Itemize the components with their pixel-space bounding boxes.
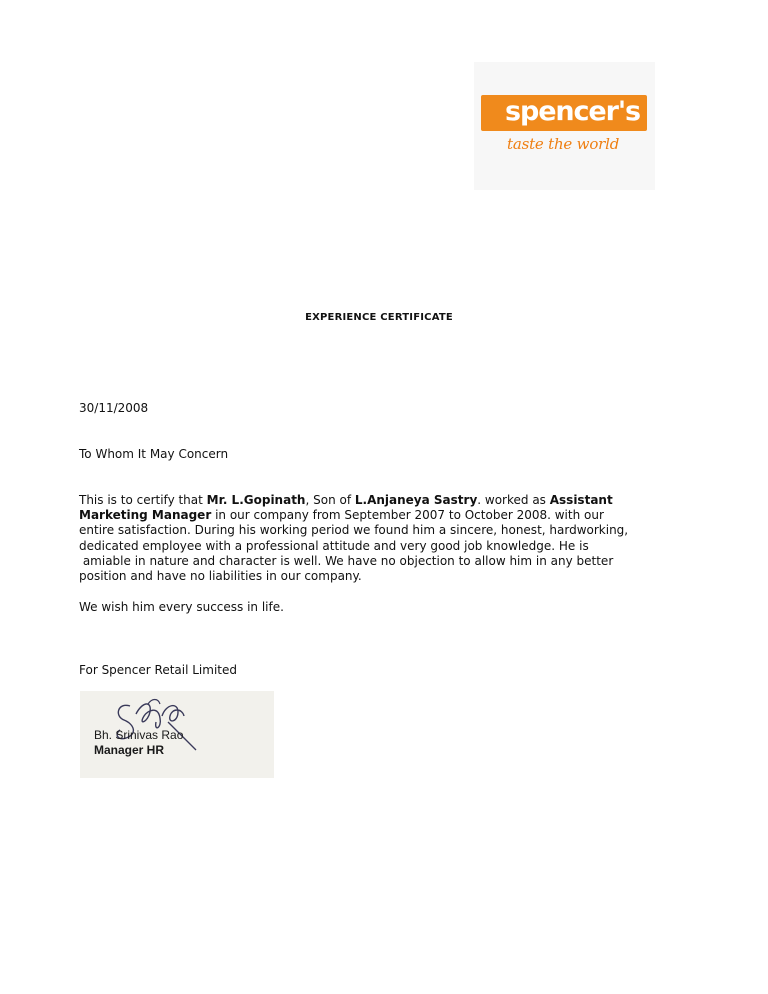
company-line: For Spencer Retail Limited [79, 663, 237, 677]
logo-wordmark: spencer's [505, 96, 641, 127]
logo-banner [481, 95, 647, 131]
body-text: in our company from September 2007 to October 2008. with our [211, 508, 604, 523]
body-line-1 [79, 493, 669, 508]
closing-wish: We wish him every success in life. [79, 600, 284, 614]
body-line-2 [79, 508, 669, 523]
designation-part-2: Marketing Manager [79, 508, 212, 523]
body-line-3: entire satisfaction. During his working period we found him a sincere, honest, hardworking, [79, 523, 629, 538]
employee-name: Mr. L.Gopinath [206, 493, 306, 507]
body-text: . worked as [477, 493, 550, 507]
body-text: , Son of [305, 493, 355, 507]
document-title: EXPERIENCE CERTIFICATE [305, 312, 453, 323]
body-line-4: dedicated employee with a professional attitude and very good job knowledge. He is [79, 538, 589, 553]
signatory-title: Manager HR [94, 743, 165, 757]
body-text: This is to certify that [79, 493, 207, 507]
company-logo [474, 62, 655, 190]
signatory-name: Bh. Srinivas Rao [94, 728, 184, 742]
document-date: 30/11/2008 [79, 401, 149, 415]
certificate-body [79, 493, 669, 584]
salutation: To Whom It May Concern [79, 447, 229, 461]
body-line-6: position and have no liabilities in our company. [79, 569, 362, 584]
body-line-5: amiable in nature and character is well. We have no objection to allow him in any better [79, 553, 614, 568]
logo-tagline: taste the world [507, 135, 620, 153]
signature-block [80, 691, 274, 778]
designation-part-1: Assistant [549, 493, 613, 507]
father-name: L.Anjaneya Sastry [354, 493, 478, 507]
